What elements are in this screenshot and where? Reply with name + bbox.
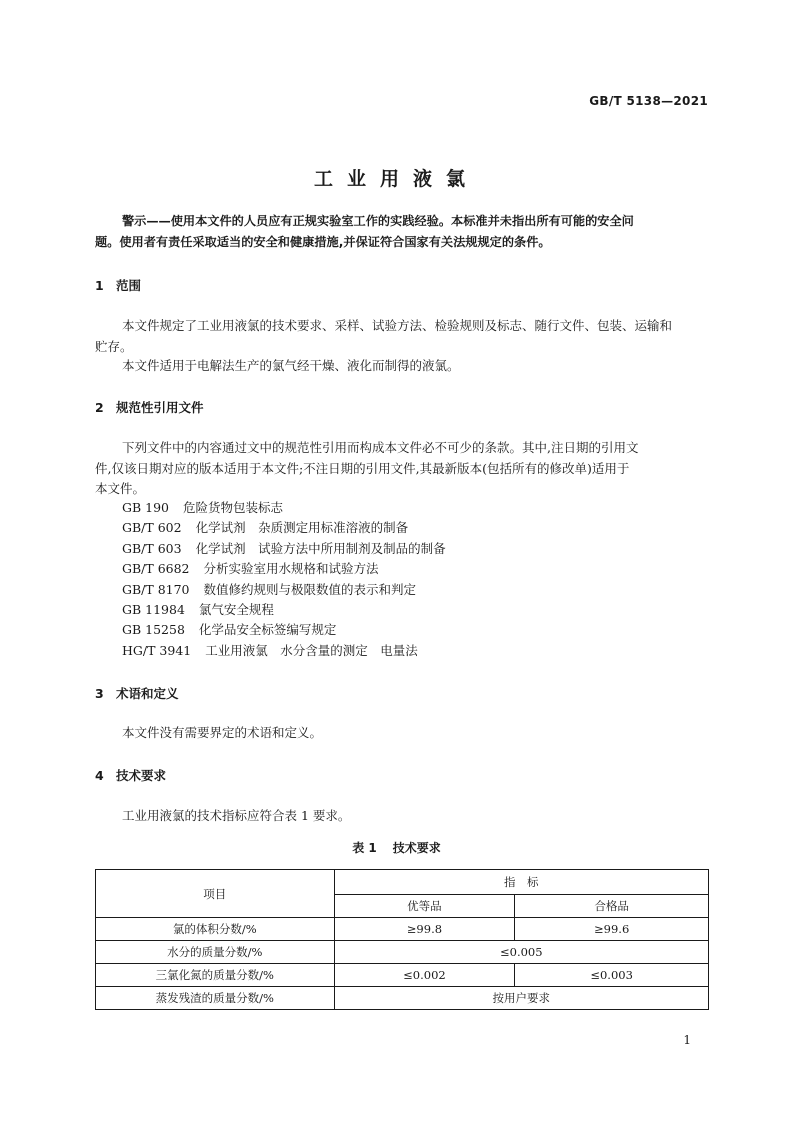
reference-item [122,498,283,516]
reference-title: 工业用液氯 水分含量的测定 电量法 [205,643,418,658]
page-number: 1 [683,1033,691,1047]
row-merged-value: ≤0.005 [334,941,708,964]
table-row [96,964,709,987]
header-index: 指 标 [334,870,708,895]
row-grade-2: ≥99.6 [515,918,709,941]
reference-item [122,620,336,638]
section-2-title: 规范性引用文件 [116,400,204,415]
reference-code: GB/T 6682 [122,561,190,576]
reference-item [122,559,379,577]
row-grade-1: ≥99.8 [334,918,515,941]
reference-title: 危险货物包装标志 [183,500,284,515]
section-1-paragraph-1-line-2: 贮存。 [95,339,133,354]
table-header-row [96,870,709,895]
section-4-title: 技术要求 [116,768,167,783]
reference-code: GB/T 8170 [122,582,190,597]
row-item: 蒸发残渣的质量分数/% [96,987,335,1010]
table-row [96,918,709,941]
section-1-heading [95,276,141,294]
header-item: 项目 [96,870,335,918]
reference-title: 化学试剂 杂质测定用标准溶液的制备 [195,520,409,535]
section-3-number: 3 [95,686,104,701]
section-1-paragraph-2: 本文件适用于电解法生产的氯气经干燥、液化而制得的液氯。 [122,358,460,373]
row-item: 水分的质量分数/% [96,941,335,964]
row-item: 三氯化氮的质量分数/% [96,964,335,987]
header-grade-1: 优等品 [334,895,515,918]
reference-item [122,518,408,536]
reference-title: 分析实验室用水规格和试验方法 [203,561,379,576]
reference-code: GB 15258 [122,622,185,637]
section-3-paragraph: 本文件没有需要界定的术语和定义。 [122,725,323,740]
section-4-paragraph: 工业用液氯的技术指标应符合表 1 要求。 [122,808,351,823]
table-row [96,987,709,1010]
row-grade-1: ≤0.002 [334,964,515,987]
table-caption-title: 技术要求 [392,841,441,855]
section-2-paragraph-line-1: 下列文件中的内容通过文中的规范性引用而构成本文件必不可少的条款。其中,注日期的引用文 [122,440,639,455]
reference-title: 数值修约规则与极限数值的表示和判定 [203,582,417,597]
section-2-number: 2 [95,400,104,415]
row-item: 氯的体积分数/% [96,918,335,941]
section-2-paragraph-line-2: 件,仅该日期对应的版本适用于本文件;不注日期的引用文件,其最新版本(包括所有的修改单)适用于 [95,461,630,476]
reference-code: GB 11984 [122,602,185,617]
reference-title: 化学试剂 试验方法中所用制剂及制品的制备 [195,541,446,556]
section-2-heading [95,398,204,416]
table-caption [0,839,793,856]
reference-code: GB 190 [122,500,170,515]
table-caption-number: 表 1 [352,841,377,855]
section-3-title: 术语和定义 [116,686,179,701]
reference-item [122,600,274,618]
document-title: 工业用液氯 [313,168,479,190]
standard-number: GB/T 5138—2021 [589,94,708,108]
section-1-number: 1 [95,278,104,293]
row-merged-value: 按用户要求 [334,987,708,1010]
section-4-heading [95,766,166,784]
technical-requirements-table [95,869,709,1010]
reference-item [122,539,446,557]
reference-item [122,641,418,659]
header-grade-2: 合格品 [515,895,709,918]
warning-text-1: 警示——使用本文件的人员应有正规实验室工作的实践经验。本标准并未指出所有可能的安全问 [122,214,634,228]
reference-item [122,580,416,598]
reference-title: 化学品安全标签编写规定 [198,622,337,637]
reference-code: GB/T 603 [122,541,182,556]
reference-code: HG/T 3941 [122,643,192,658]
section-1-paragraph-1-line-1: 本文件规定了工业用液氯的技术要求、采样、试验方法、检验规则及标志、随行文件、包装、运输和 [122,318,673,333]
section-2-paragraph-line-3: 本文件。 [95,481,146,496]
reference-code: GB/T 602 [122,520,182,535]
row-grade-2: ≤0.003 [515,964,709,987]
table-row [96,941,709,964]
section-4-number: 4 [95,768,104,783]
reference-title: 氯气安全规程 [198,602,274,617]
section-1-title: 范围 [116,278,142,293]
warning-line-2: 题。使用者有责任采取适当的安全和健康措施,并保证符合国家有关法规规定的条件。 [95,235,551,249]
warning-line-1 [95,211,709,232]
section-3-heading [95,684,179,702]
